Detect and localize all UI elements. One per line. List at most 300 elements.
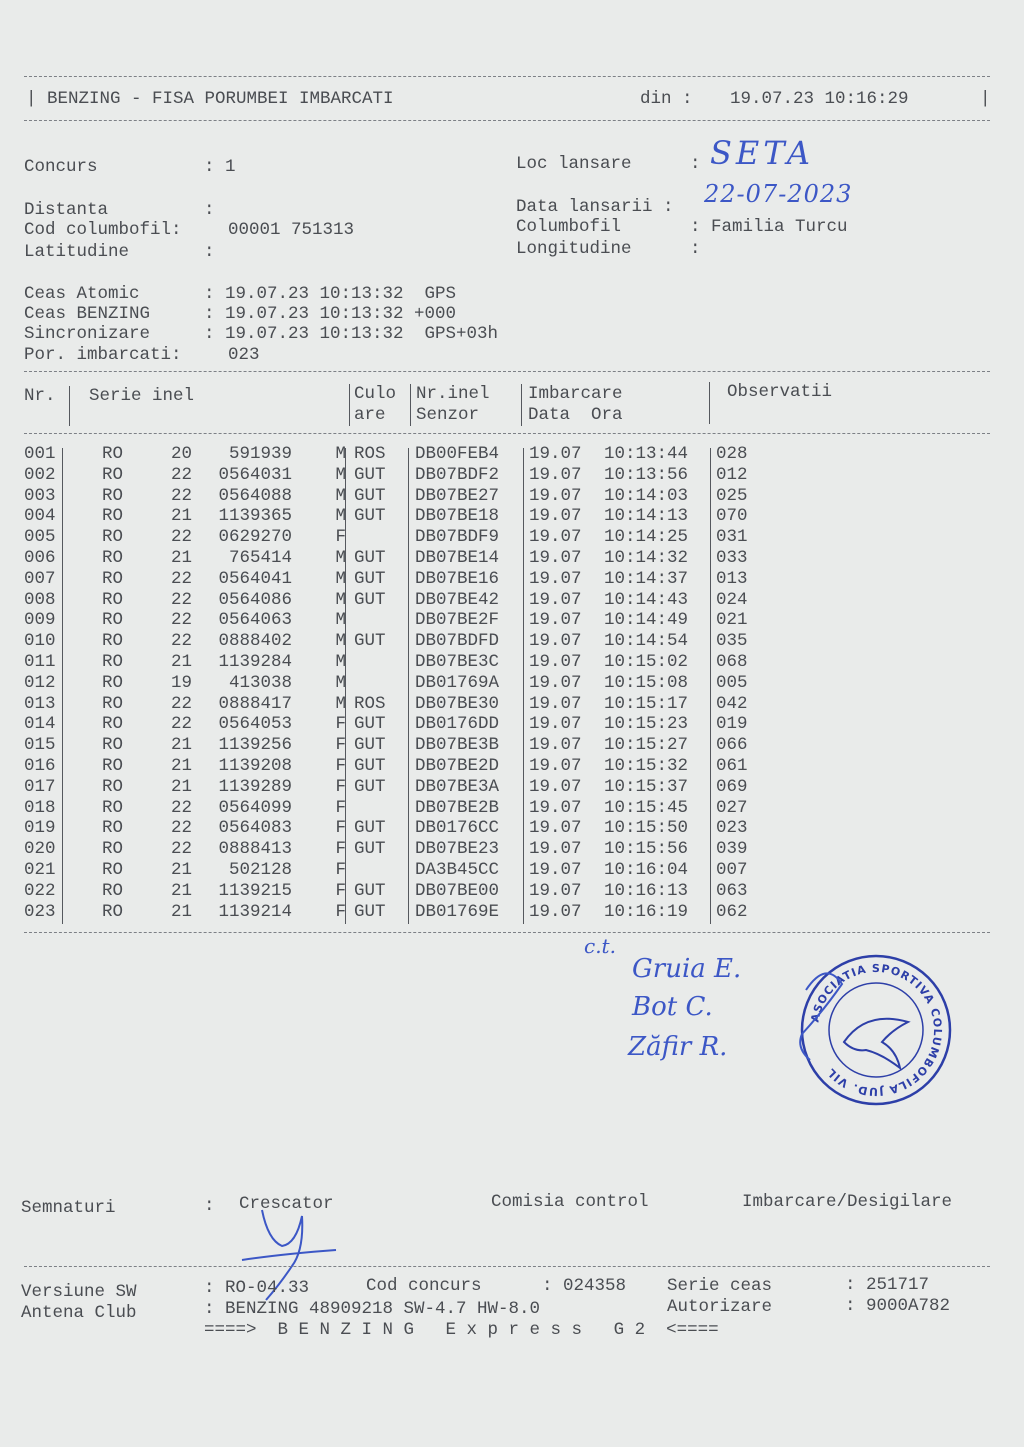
cell-sex: M	[335, 610, 346, 631]
table-row	[24, 610, 784, 631]
cell-date: 19.07	[529, 672, 582, 693]
cell-sex: M	[335, 485, 346, 506]
cell-date: 19.07	[529, 568, 582, 589]
table-row	[24, 569, 784, 590]
concurs-label: Concurs	[24, 157, 98, 177]
cell-year: 22	[170, 464, 192, 485]
cell-year: 22	[170, 631, 192, 652]
versiune-label: Versiune SW	[21, 1282, 137, 1302]
signature-zafir: Zăfir R.	[628, 1032, 728, 1062]
cell-time: 10:13:44	[604, 444, 689, 464]
cell-color: GUT	[354, 464, 386, 485]
columbofil-value: : Familia Turcu	[690, 217, 848, 237]
cell-sex: M	[335, 548, 346, 568]
cell-sex: F	[335, 797, 346, 818]
footer-rule	[24, 1266, 990, 1267]
cell-ring: 1139215	[218, 880, 292, 901]
cell-color: GUT	[354, 485, 386, 506]
por-imbarcati-value: 023	[228, 345, 260, 365]
cell-date: 19.07	[529, 735, 582, 756]
header-divider	[410, 384, 411, 426]
cell-year: 22	[170, 589, 192, 610]
cell-sex: M	[335, 652, 346, 672]
cell-year: 22	[170, 485, 192, 506]
cell-sensor: DB07BE30	[415, 693, 500, 714]
header-divider	[709, 382, 710, 424]
table-row	[24, 465, 784, 486]
cell-date: 19.07	[529, 444, 582, 464]
cell-country: RO	[102, 527, 124, 548]
cell-nr: 001	[24, 444, 56, 464]
cell-nr: 023	[24, 901, 56, 922]
cell-sensor: DB07BDFD	[415, 631, 500, 652]
cell-color: GUT	[354, 589, 386, 610]
cell-observatii: 013	[716, 568, 748, 589]
ceas-atomic-value: : 19.07.23 10:13:32 GPS	[204, 284, 457, 304]
cell-time: 10:15:08	[604, 672, 689, 693]
table-row	[24, 548, 784, 569]
cell-date: 19.07	[529, 527, 582, 548]
cell-time: 10:14:32	[604, 548, 689, 568]
data-lansarii-label: Data lansarii :	[516, 197, 674, 217]
cell-color: ROS	[354, 444, 386, 464]
cell-nr: 021	[24, 860, 56, 880]
serie-ceas-label: Serie ceas	[667, 1276, 773, 1296]
cell-year: 21	[170, 860, 192, 880]
cell-time: 10:14:25	[604, 527, 689, 548]
cell-year: 22	[170, 610, 192, 631]
cell-country: RO	[102, 444, 124, 464]
cell-ring: 0888417	[218, 693, 292, 714]
cell-date: 19.07	[529, 610, 582, 631]
por-imbarcati-label: Por. imbarcati:	[24, 345, 182, 365]
sincronizare-label: Sincronizare	[24, 324, 151, 344]
cell-year: 20	[170, 444, 192, 464]
col-header-senzor: Senzor	[416, 405, 480, 425]
table-row	[24, 881, 784, 902]
cell-date: 19.07	[529, 860, 582, 880]
cell-sex: M	[335, 672, 346, 693]
table-row	[24, 756, 784, 777]
cell-year: 21	[170, 506, 192, 527]
cell-time: 10:15:37	[604, 776, 689, 797]
cell-observatii: 024	[716, 589, 748, 610]
cell-observatii: 028	[716, 444, 748, 464]
cell-sex: F	[335, 818, 346, 839]
cell-color: GUT	[354, 818, 386, 839]
cell-sensor: DB01769A	[415, 672, 500, 693]
cell-nr: 010	[24, 631, 56, 652]
cell-country: RO	[102, 818, 124, 839]
cell-time: 10:16:04	[604, 860, 689, 880]
cell-country: RO	[102, 548, 124, 568]
table-row	[24, 444, 784, 465]
benzing-express-banner: ====> B E N Z I N G E x p r e s s G 2 <====	[204, 1320, 719, 1340]
cell-date: 19.07	[529, 485, 582, 506]
table-row	[24, 735, 784, 756]
longitudine-label: Longitudine	[516, 239, 632, 259]
semnaturi-label: Semnaturi	[21, 1198, 116, 1218]
cell-observatii: 027	[716, 797, 748, 818]
cell-year: 21	[170, 776, 192, 797]
cell-date: 19.07	[529, 631, 582, 652]
cell-nr: 004	[24, 506, 56, 527]
cell-color: GUT	[354, 756, 386, 776]
cell-nr: 002	[24, 464, 56, 485]
cell-nr: 011	[24, 652, 56, 672]
header-divider	[521, 384, 522, 426]
cell-observatii: 019	[716, 714, 748, 735]
cell-color: ROS	[354, 693, 386, 714]
cell-nr: 017	[24, 776, 56, 797]
loc-lansare-label: Loc lansare	[516, 154, 632, 174]
cell-ring: 502128	[228, 860, 292, 880]
cell-sensor: DB07BE16	[415, 568, 500, 589]
distanta-label: Distanta	[24, 200, 109, 220]
cell-sensor: DB07BE3B	[415, 735, 500, 756]
cell-country: RO	[102, 714, 124, 735]
cell-time: 10:15:32	[604, 756, 689, 776]
cell-date: 19.07	[529, 464, 582, 485]
cell-sex: M	[335, 506, 346, 527]
cell-date: 19.07	[529, 839, 582, 860]
cell-country: RO	[102, 860, 124, 880]
cell-ring: 0564099	[218, 797, 292, 818]
versiune-value: : RO-04.33	[204, 1278, 310, 1298]
cell-time: 10:15:02	[604, 652, 689, 672]
ct-handwritten: c.t.	[584, 934, 616, 958]
cell-date: 19.07	[529, 880, 582, 901]
cell-nr: 022	[24, 880, 56, 901]
cell-country: RO	[102, 631, 124, 652]
cell-color: GUT	[354, 839, 386, 860]
cell-date: 19.07	[529, 756, 582, 776]
cell-country: RO	[102, 610, 124, 631]
semnatura-crescator: Crescator	[239, 1194, 334, 1214]
cell-nr: 016	[24, 756, 56, 776]
table-top-rule	[24, 371, 990, 372]
cell-date: 19.07	[529, 652, 582, 672]
cell-sensor: DB07BE23	[415, 839, 500, 860]
col-header-nr: Nr.	[24, 386, 56, 406]
cod-columbofil-value: 00001 751313	[228, 220, 355, 240]
semnaturi-sep: :	[204, 1196, 215, 1216]
col-header-are: are	[354, 405, 386, 425]
cell-nr: 009	[24, 610, 56, 631]
cell-sex: F	[335, 756, 346, 776]
col-header-imbarcare: Imbarcare	[528, 384, 623, 404]
cell-year: 22	[170, 839, 192, 860]
cell-date: 19.07	[529, 548, 582, 568]
cell-observatii: 023	[716, 818, 748, 839]
cell-time: 10:14:03	[604, 485, 689, 506]
semnatura-imbarcare: Imbarcare/Desigilare	[742, 1192, 953, 1212]
top-rule	[24, 76, 990, 77]
cell-year: 21	[170, 880, 192, 901]
cell-year: 22	[170, 818, 192, 839]
cell-observatii: 042	[716, 693, 748, 714]
cell-observatii: 069	[716, 776, 748, 797]
cell-sensor: DB01769E	[415, 901, 500, 922]
cell-sex: F	[335, 880, 346, 901]
cell-sex: M	[335, 589, 346, 610]
cell-sex: F	[335, 860, 346, 880]
cod-concurs-label: Cod concurs	[366, 1276, 482, 1296]
table-row	[24, 652, 784, 673]
cell-color: GUT	[354, 631, 386, 652]
cell-ring: 1139208	[218, 756, 292, 776]
cell-sensor: DB07BE27	[415, 485, 500, 506]
sincronizare-value: : 19.07.23 10:13:32 GPS+03h	[204, 324, 499, 344]
cell-ring: 0888402	[218, 631, 292, 652]
cell-ring: 765414	[228, 548, 292, 568]
cod-concurs-value: : 024358	[542, 1276, 627, 1296]
cell-color: GUT	[354, 901, 386, 922]
header-divider	[69, 386, 70, 426]
header-rule	[24, 120, 990, 121]
cell-color: GUT	[354, 880, 386, 901]
data-lansarii-handwritten: 22-07-2023	[704, 180, 853, 208]
cell-year: 22	[170, 797, 192, 818]
cell-date: 19.07	[529, 714, 582, 735]
table-row	[24, 839, 784, 860]
cell-sensor: DB07BE14	[415, 548, 500, 568]
cell-sensor: DB07BDF9	[415, 527, 500, 548]
cell-country: RO	[102, 880, 124, 901]
cell-year: 22	[170, 693, 192, 714]
cell-sensor: DB00FEB4	[415, 444, 500, 464]
cell-nr: 005	[24, 527, 56, 548]
loc-lansare-sep: :	[690, 154, 701, 174]
cell-time: 10:14:43	[604, 589, 689, 610]
cell-time: 10:14:37	[604, 568, 689, 589]
cell-year: 21	[170, 756, 192, 776]
cell-observatii: 035	[716, 631, 748, 652]
cell-country: RO	[102, 756, 124, 776]
cell-date: 19.07	[529, 818, 582, 839]
cell-observatii: 007	[716, 860, 748, 880]
cell-sensor: DB07BE2B	[415, 797, 500, 818]
header-left-bar: |	[26, 89, 37, 109]
latitudine-value: :	[204, 242, 215, 262]
cell-sensor: DB07BE18	[415, 506, 500, 527]
antena-value: : BENZING 48909218 SW-4.7 HW-8.0	[204, 1299, 541, 1319]
table-row	[24, 714, 784, 735]
col-header-observatii: Observatii	[727, 382, 833, 402]
table-row	[24, 673, 784, 694]
cell-sex: F	[335, 527, 346, 548]
table-row	[24, 694, 784, 715]
cell-time: 10:14:13	[604, 506, 689, 527]
cod-columbofil-label: Cod columbofil:	[24, 220, 182, 240]
table-row	[24, 486, 784, 507]
cell-color: GUT	[354, 735, 386, 756]
latitudine-label: Latitudine	[24, 242, 130, 262]
cell-sensor: DB07BE3A	[415, 776, 500, 797]
cell-sex: F	[335, 901, 346, 922]
autorizare-label: Autorizare	[667, 1297, 773, 1317]
cell-year: 21	[170, 652, 192, 672]
cell-nr: 007	[24, 568, 56, 589]
cell-sex: M	[335, 631, 346, 652]
cell-country: RO	[102, 652, 124, 672]
header-divider	[349, 384, 350, 426]
cell-ring: 591939	[228, 444, 292, 464]
cell-date: 19.07	[529, 506, 582, 527]
col-header-nr-inel: Nr.inel	[416, 384, 490, 404]
cell-year: 21	[170, 901, 192, 922]
cell-nr: 003	[24, 485, 56, 506]
cell-country: RO	[102, 693, 124, 714]
table-row	[24, 506, 784, 527]
col-header-culo: Culo	[354, 384, 397, 404]
cell-observatii: 005	[716, 672, 748, 693]
cell-ring: 0564063	[218, 610, 292, 631]
cell-sensor: DB0176CC	[415, 818, 500, 839]
svg-text:ASOCIATIA SPORTIVA COLUMBOFILA: ASOCIATIA SPORTIVA COLUMBOFILA JUD. VIL	[808, 961, 945, 1099]
column-divider-time	[710, 448, 711, 924]
cell-country: RO	[102, 485, 124, 506]
column-divider-nr	[62, 448, 63, 924]
antena-label: Antena Club	[21, 1303, 137, 1323]
column-divider-color	[408, 448, 409, 924]
cell-country: RO	[102, 464, 124, 485]
cell-color: GUT	[354, 568, 386, 589]
cell-observatii: 062	[716, 901, 748, 922]
cell-year: 22	[170, 568, 192, 589]
table-row	[24, 527, 784, 548]
cell-time: 10:16:19	[604, 901, 689, 922]
cell-time: 10:15:27	[604, 735, 689, 756]
cell-ring: 0888413	[218, 839, 292, 860]
cell-color: GUT	[354, 776, 386, 797]
signature-bot: Bot C.	[632, 992, 713, 1022]
cell-observatii: 070	[716, 506, 748, 527]
header-din-label: din :	[640, 89, 693, 109]
cell-ring: 0564053	[218, 714, 292, 735]
cell-sex: M	[335, 444, 346, 464]
cell-time: 10:15:45	[604, 797, 689, 818]
cell-time: 10:15:23	[604, 714, 689, 735]
cell-country: RO	[102, 776, 124, 797]
col-header-data-ora: Data Ora	[528, 405, 623, 425]
col-header-serie-inel: Serie inel	[89, 386, 195, 406]
cell-sex: F	[335, 735, 346, 756]
cell-observatii: 025	[716, 485, 748, 506]
cell-nr: 015	[24, 735, 56, 756]
club-stamp	[796, 950, 956, 1110]
columbofil-label: Columbofil	[516, 217, 622, 237]
table-header-rule	[24, 433, 990, 434]
ceas-atomic-label: Ceas Atomic	[24, 284, 140, 304]
cell-nr: 014	[24, 714, 56, 735]
table-row	[24, 818, 784, 839]
cell-country: RO	[102, 839, 124, 860]
cell-ring: 0564031	[218, 464, 292, 485]
cell-sex: M	[335, 568, 346, 589]
cell-ring: 1139284	[218, 652, 292, 672]
cell-nr: 020	[24, 839, 56, 860]
cell-nr: 019	[24, 818, 56, 839]
cell-observatii: 033	[716, 548, 748, 568]
cell-ring: 0564041	[218, 568, 292, 589]
cell-date: 19.07	[529, 901, 582, 922]
table-bottom-rule	[24, 932, 990, 933]
cell-sensor: DB07BE42	[415, 589, 500, 610]
table-row	[24, 590, 784, 611]
table-row	[24, 902, 784, 923]
header-right-bar: |	[980, 89, 991, 109]
concurs-value: : 1	[204, 157, 236, 177]
cell-date: 19.07	[529, 589, 582, 610]
cell-observatii: 066	[716, 735, 748, 756]
cell-observatii: 061	[716, 756, 748, 776]
cell-nr: 018	[24, 797, 56, 818]
cell-sensor: DB07BE2F	[415, 610, 500, 631]
cell-color: GUT	[354, 548, 386, 568]
cell-ring: 0564086	[218, 589, 292, 610]
cell-time: 10:14:54	[604, 631, 689, 652]
table-row	[24, 860, 784, 881]
cell-time: 10:15:56	[604, 839, 689, 860]
table-row	[24, 631, 784, 652]
distanta-value: :	[204, 200, 215, 220]
cell-ring: 1139289	[218, 776, 292, 797]
cell-country: RO	[102, 506, 124, 527]
cell-sex: M	[335, 693, 346, 714]
cell-time: 10:13:56	[604, 464, 689, 485]
cell-nr: 006	[24, 548, 56, 568]
cell-time: 10:15:17	[604, 693, 689, 714]
cell-ring: 1139365	[218, 506, 292, 527]
cell-ring: 413038	[228, 672, 292, 693]
cell-time: 10:16:13	[604, 880, 689, 901]
cell-country: RO	[102, 589, 124, 610]
cell-color: GUT	[354, 714, 386, 735]
cell-sensor: DB0176DD	[415, 714, 500, 735]
cell-observatii: 012	[716, 464, 748, 485]
cell-country: RO	[102, 735, 124, 756]
cell-time: 10:15:50	[604, 818, 689, 839]
cell-observatii: 031	[716, 527, 748, 548]
column-divider-sensor	[523, 448, 524, 924]
cell-sex: M	[335, 464, 346, 485]
column-divider-sex	[345, 448, 346, 924]
cell-country: RO	[102, 568, 124, 589]
header-title: BENZING - FISA PORUMBEI IMBARCATI	[47, 89, 394, 109]
cell-year: 22	[170, 714, 192, 735]
table-row	[24, 798, 784, 819]
cell-country: RO	[102, 901, 124, 922]
cell-time: 10:14:49	[604, 610, 689, 631]
header-din-value: 19.07.23 10:16:29	[730, 89, 909, 109]
cell-date: 19.07	[529, 693, 582, 714]
cell-observatii: 021	[716, 610, 748, 631]
cell-nr: 012	[24, 672, 56, 693]
cell-sensor: DB07BE3C	[415, 652, 500, 672]
cell-color: GUT	[354, 506, 386, 527]
longitudine-value: :	[690, 239, 701, 259]
cell-year: 21	[170, 735, 192, 756]
loc-lansare-handwritten: SETA	[710, 134, 814, 172]
cell-ring: 1139214	[218, 901, 292, 922]
cell-sex: F	[335, 714, 346, 735]
autorizare-value: : 9000A782	[845, 1296, 951, 1316]
signature-gruia: Gruia E.	[632, 954, 742, 984]
cell-country: RO	[102, 797, 124, 818]
cell-observatii: 068	[716, 652, 748, 672]
cell-ring: 0629270	[218, 527, 292, 548]
